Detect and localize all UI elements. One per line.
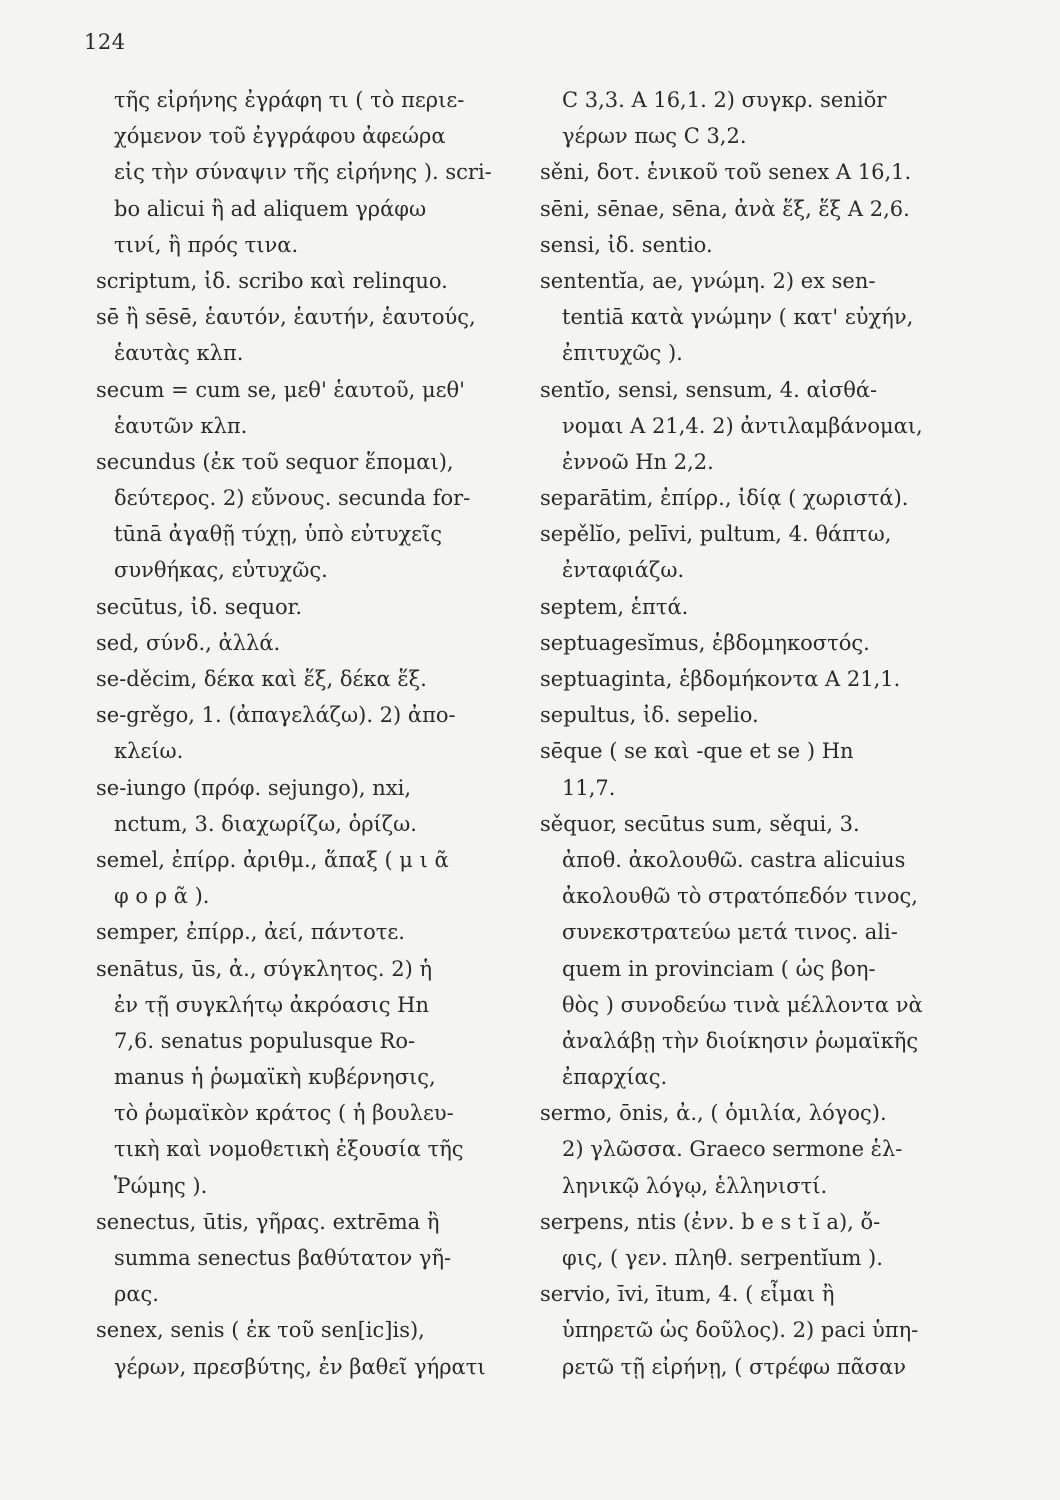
dictionary-line: τικὴ καὶ νομοθετικὴ ἐξουσία τῆς [114,1137,464,1162]
dictionary-line: septem, ἑπτά. [540,594,689,619]
dictionary-line: se-grěgo, 1. (ἀπαγελάζω). 2) ἀπο- [96,703,456,728]
dictionary-line: ἐννοῶ Hn 2,2. [562,449,714,474]
dictionary-line: manus ἡ ῥωμαϊκὴ κυβέρνησις, [114,1065,436,1090]
dictionary-line: scriptum, ἰδ. scribo καὶ relinquo. [96,268,448,293]
dictionary-line: servio, īvi, ītum, 4. ( εἶμαι ἢ [540,1282,835,1307]
dictionary-line: συνεκστρατεύω μετά τινος. ali- [562,920,898,945]
dictionary-line: sēni, sēnae, sēna, ἀνὰ ἕξ, ἕξ A 2,6. [540,196,910,221]
dictionary-line: septuagesĭmus, ἑβδομηκοστός. [540,630,870,655]
dictionary-line: γέρων πως C 3,2. [562,124,747,149]
dictionary-line: Ῥώμης ). [114,1173,208,1198]
dictionary-line: sententĭa, ae, γνώμη. 2) ex sen- [540,268,876,293]
dictionary-line: semel, ἐπίρρ. ἀριθμ., ἅπαξ ( μ ι ᾶ [96,847,449,872]
dictionary-line: separātim, ἐπίρρ., ἰδίᾳ ( χωριστά). [540,486,909,511]
dictionary-line: senātus, ūs, ἀ., σύγκλητος. 2) ἡ [96,956,433,981]
dictionary-line: ρας. [114,1282,159,1307]
dictionary-line: sed, σύνδ., ἀλλά. [96,630,281,655]
dictionary-line: semper, ἐπίρρ., ἀεί, πάντοτε. [96,920,405,945]
dictionary-line: χόμενον τοῦ ἐγγράφου ἀφεώρα [114,124,446,149]
dictionary-line: ρετῶ τῇ εἰρήνῃ, ( στρέφω πᾶσαν [562,1354,907,1379]
dictionary-line: θὸς ) συνοδεύω τινὰ μέλλοντα νὰ [562,992,923,1017]
dictionary-line: tūnā ἀγαθῇ τύχῃ, ὑπὸ εὐτυχεῖς [114,522,443,547]
dictionary-line: sěquor, secūtus sum, sěqui, 3. [540,811,860,836]
dictionary-line: se-iungo (πρόφ. sejungo), nxi, [96,775,412,800]
dictionary-line: secūtus, ἰδ. sequor. [96,594,303,619]
dictionary-line: ἐνταφιάζω. [562,558,685,583]
dictionary-line: ἑαυτὰς κλπ. [114,341,244,366]
dictionary-line: εἰς τὴν σύναψιν τῆς εἰρήνης ). scri- [114,160,492,185]
dictionary-line: summa senectus βαθύτατον γῆ- [114,1246,452,1270]
right-column [540,82,990,1385]
dictionary-line: senectus, ūtis, γῆρας. extrēma ἢ [96,1209,440,1234]
dictionary-line: sentĭo, sensi, sensum, 4. αἰσθά- [540,377,878,402]
dictionary-line: φις, ( γεν. πληθ. serpentĭum ). [562,1246,883,1270]
page-number: 124 [84,30,126,54]
dictionary-line: τῆς εἰρήνης ἐγράφη τι ( τὸ περιε- [114,88,465,112]
dictionary-line: νομαι A 21,4. 2) ἀντιλαμβάνομαι, [562,413,923,438]
dictionary-line: septuaginta, ἑβδομήκοντα A 21,1. [540,667,901,691]
dictionary-line: sensi, ἰδ. sentio. [540,232,713,257]
dictionary-line: sermo, ōnis, ἀ., ( ὁμιλία, λόγος). [540,1101,887,1126]
dictionary-line: secum = cum se, μεθ' ἑαυτοῦ, μεθ' [96,377,465,402]
dictionary-line: sēque ( se καὶ -que et se ) Hn [540,739,854,764]
dictionary-line: tentiā κατὰ γνώμην ( κατ' εὐχήν, [562,305,914,330]
dictionary-line: ἑαυτῶν κλπ. [114,413,248,438]
dictionary-line: τινί, ἢ πρός τινα. [114,232,299,257]
dictionary-line: δεύτερος. 2) εὔνους. secunda for- [114,486,471,511]
dictionary-line: se-děcim, δέκα καὶ ἕξ, δέκα ἕξ. [96,667,427,691]
dictionary-line: ἐπιτυχῶς ). [562,341,683,366]
dictionary-line: serpens, ntis (ἐνν. b e s t ĭ a), ὄ- [540,1209,881,1234]
dictionary-line: nctum, 3. διαχωρίζω, ὁρίζω. [114,811,417,836]
dictionary-line: bo alicui ἢ ad aliquem γράφω [114,196,427,221]
dictionary-line: sepělĭo, pelīvi, pultum, 4. θάπτω, [540,522,892,547]
dictionary-line: C 3,3. A 16,1. 2) συγκρ. seniŏr [562,88,887,112]
dictionary-line: ἀναλάβῃ τὴν διοίκησιν ῥωμαϊκῆς [562,1028,919,1053]
dictionary-line: quem in provinciam ( ὡς βοη- [562,956,876,981]
dictionary-line: sěni, δοτ. ἑνικοῦ τοῦ senex A 16,1. [540,160,912,185]
dictionary-line: κλείω. [114,739,184,764]
dictionary-line: ληνικῷ λόγῳ, ἑλληνιστί. [562,1173,828,1198]
dictionary-line: senex, senis ( ἐκ τοῦ sen[ic]is), [96,1318,425,1343]
dictionary-line: γέρων, πρεσβύτης, ἐν βαθεῖ γήρατι [114,1354,486,1379]
dictionary-line: τὸ ῥωμαϊκὸν κράτος ( ἡ βουλευ- [114,1101,454,1126]
dictionary-line: ἐπαρχίας. [562,1065,668,1090]
dictionary-line: sē ἢ sēsē, ἑαυτόν, ἑαυτήν, ἑαυτούς, [96,305,476,330]
dictionary-line: φ ο ρ ᾶ ). [114,884,210,909]
dictionary-line: ἀκολουθῶ τὸ στρατόπεδόν τινος, [562,884,918,909]
dictionary-line: συνθήκας, εὐτυχῶς. [114,558,328,583]
dictionary-line: sepultus, ἰδ. sepelio. [540,703,759,728]
dictionary-line: ἀποθ. ἀκολουθῶ. castra alicuius [562,847,906,872]
dictionary-line: 11,7. [562,775,616,800]
dictionary-line: 2) γλῶσσα. Graeco sermone ἑλ- [562,1137,903,1162]
dictionary-line: ὑπηρετῶ ὡς δοῦλος). 2) paci ὑπη- [562,1318,919,1343]
dictionary-line: 7,6. senatus populusque Ro- [114,1028,416,1053]
dictionary-line: ἐν τῇ συγκλήτῳ ἀκρόασις Hn [114,992,429,1017]
dictionary-line: secundus (ἐκ τοῦ sequor ἕπομαι), [96,449,454,474]
left-column [96,82,536,1385]
